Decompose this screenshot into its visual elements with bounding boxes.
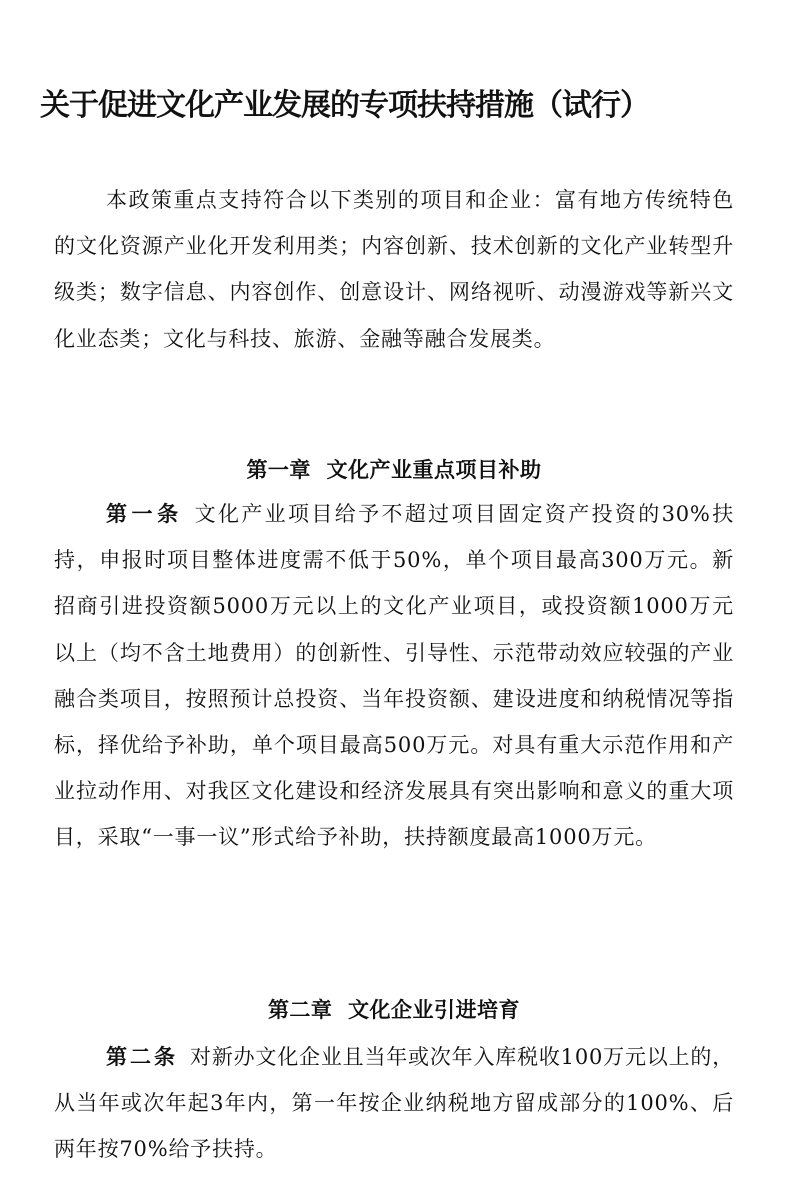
article-1-text: 文化产业项目给予不超过项目固定资产投资的30%扶持，申报时项目整体进度需不低于50%，单个项目最高300万元。新招商引进投资额5000万元以上的文化产业项目，或投资额1000万元以上（均不含土地费用）的创新性、引导性、示范带动效应较强的产业融合类项目，按照预计总投资、当年投资额、建设进度和纳税情况等指标，择优给予补助，单个项目最高500万元。对具有重大示范作用和产业拉动作用、对我区文化建设和经济发展具有突出影响和意义的重大项目，采取“一事一议”形式给予补助，扶持额度最高1000万元。 (54, 502, 734, 850)
article-2-label: 第二条 (106, 1045, 179, 1069)
article-1-label: 第一条 (106, 502, 183, 526)
article-1-paragraph (54, 491, 734, 861)
intro-paragraph: 本政策重点支持符合以下类别的项目和企业：富有地方传统特色的文化资源产业化开发利用类；内容创新、技术创新的文化产业转型升级类；数字信息、内容创作、创意设计、网络视听、动漫游戏等新兴文化业态类；文化与科技、旅游、金融等融合发展类。 (54, 188, 734, 351)
chapter-2-heading: 第二章 文化企业引进培育 (267, 998, 521, 1022)
article-2-paragraph (54, 1034, 734, 1173)
article-2-text: 对新办文化企业且当年或次年入库税收100万元以上的，从当年或次年起3年内，第一年按企业纳税地方留成部分的100%、后两年按70%给予扶持。 (54, 1045, 734, 1162)
chapter-1-heading: 第一章 文化产业重点项目补助 (246, 458, 542, 482)
document-title: 关于促进文化产业发展的专项扶持措施（试行） (40, 88, 649, 123)
